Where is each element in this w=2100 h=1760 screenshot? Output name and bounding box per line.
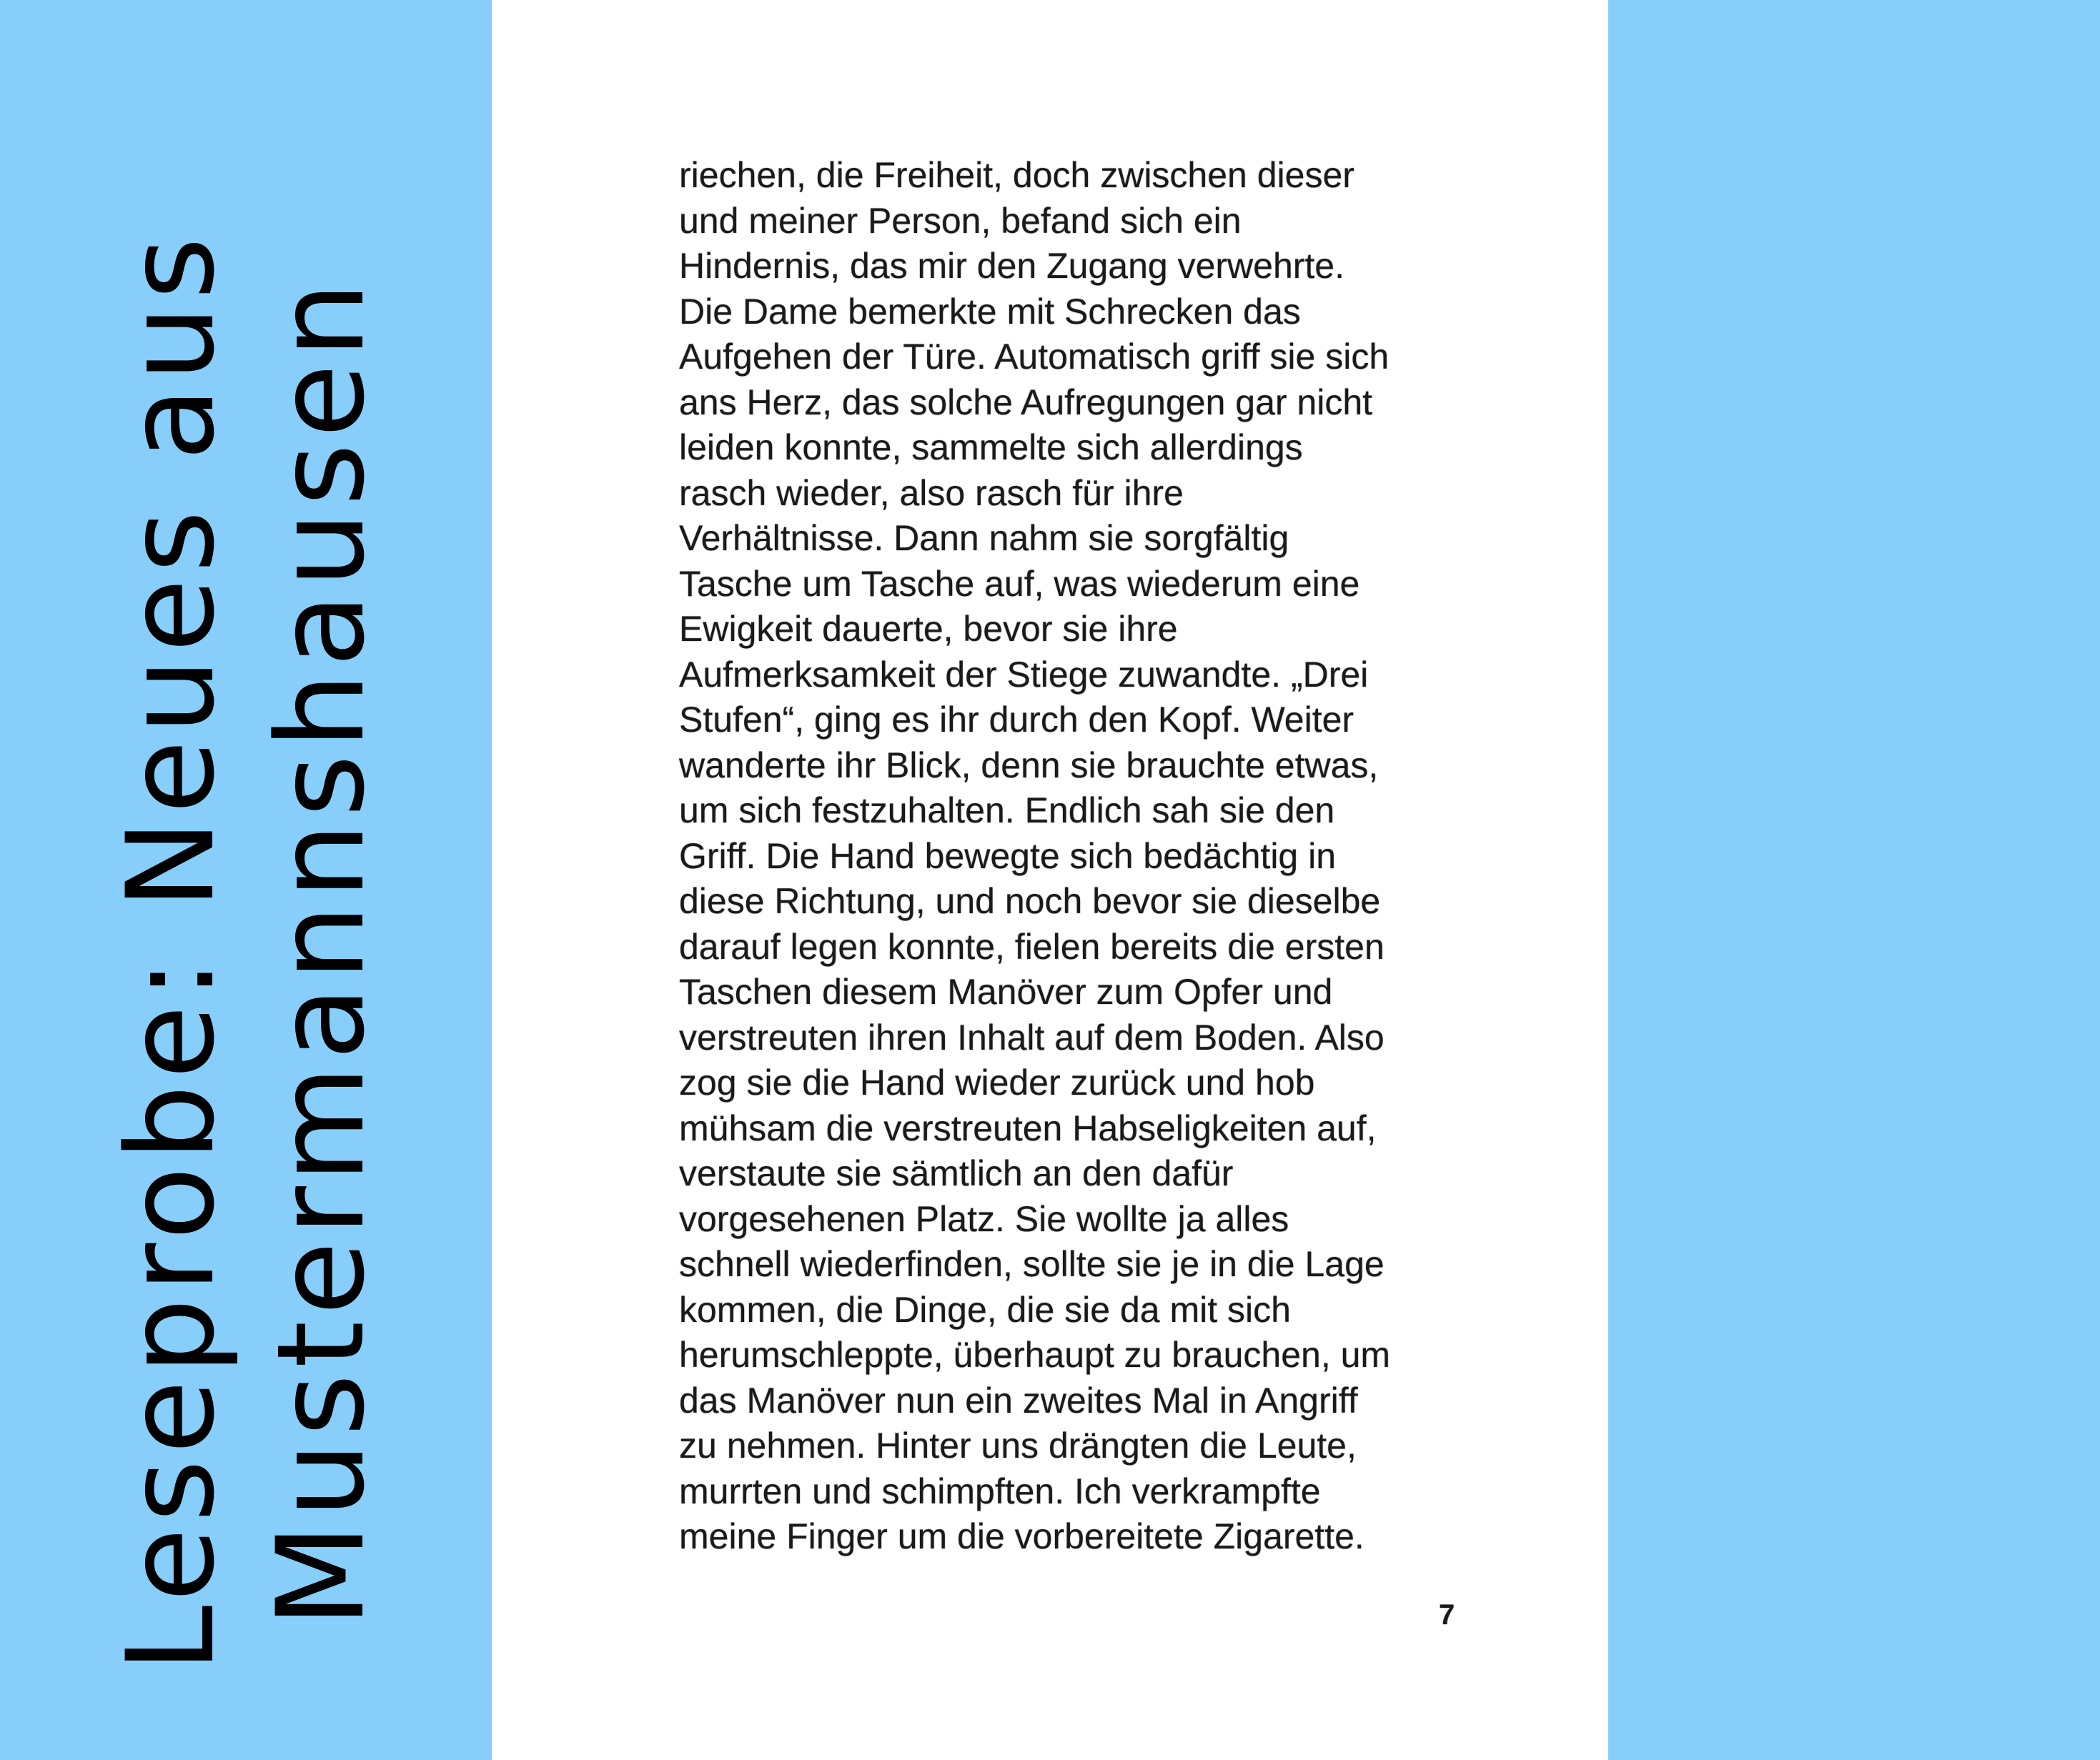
text-line: herumschleppte, überhaupt zu brauchen, um xyxy=(679,1335,1391,1375)
text-line: murrten und schimpften. Ich verkrampfte xyxy=(679,1471,1321,1511)
text-line: das Manöver nun ein zweites Mal in Angriff xyxy=(679,1380,1358,1421)
text-line: Tasche um Tasche auf, was wiederum eine xyxy=(679,563,1360,604)
text-line: darauf legen konnte, fielen bereits die ersten xyxy=(679,926,1385,967)
text-line: leiden konnte, sammelte sich allerdings xyxy=(679,427,1303,467)
page-text xyxy=(679,153,1494,1560)
text-line: verstaute sie sämtlich an den dafür xyxy=(679,1153,1234,1193)
title-line-1: Leseprobe: Neues aus xyxy=(101,231,241,1672)
text-line: um sich festzuhalten. Endlich sah sie den xyxy=(679,790,1335,830)
text-line: Griff. Die Hand bewegte sich bedächtig in xyxy=(679,835,1337,876)
text-line: wanderte ihr Blick, denn sie brauchte etwas, xyxy=(679,745,1379,785)
text-line: Aufgehen der Türe. Automatisch griff sie sich xyxy=(679,337,1390,377)
text-line: diese Richtung, und noch bevor sie dieselbe xyxy=(679,881,1381,921)
text-line: mühsam die verstreuten Habseligkeiten auf, xyxy=(679,1108,1377,1148)
text-line: Verhältnisse. Dann nahm sie sorgfältig xyxy=(679,518,1289,558)
title-line-2: Mustermannshausen xyxy=(251,276,391,1627)
text-line: Hindernis, das mir den Zugang verwehrte. xyxy=(679,246,1345,286)
text-line: Taschen diesem Manöver zum Opfer und xyxy=(679,972,1333,1012)
text-line: kommen, die Dinge, die sie da mit sich xyxy=(679,1289,1291,1330)
text-line: schnell wiederfinden, sollte sie je in die Lage xyxy=(679,1244,1385,1284)
vertical-title xyxy=(96,231,396,1671)
text-line: ans Herz, das solche Aufregungen gar nicht xyxy=(679,382,1373,422)
text-line: verstreuten ihren Inhalt auf dem Boden. Also xyxy=(679,1017,1385,1058)
text-line: riechen, die Freiheit, doch zwischen dieser xyxy=(679,155,1354,195)
text-line: Stufen“, ging es ihr durch den Kopf. Weiter xyxy=(679,700,1354,740)
left-band xyxy=(0,0,492,1760)
book-page xyxy=(492,0,1608,1760)
right-band xyxy=(1608,0,2100,1760)
page-number: 7 xyxy=(1439,1599,1455,1631)
text-line: rasch wieder, also rasch für ihre xyxy=(679,472,1184,513)
text-line: zog sie die Hand wieder zurück und hob xyxy=(679,1063,1315,1103)
text-line: Aufmerksamkeit der Stiege zuwandte. „Drei xyxy=(679,654,1369,695)
text-line: vorgesehenen Platz. Sie wollte ja alles xyxy=(679,1198,1289,1239)
text-line: und meiner Person, befand sich ein xyxy=(679,200,1242,241)
text-line: Ewigkeit dauerte, bevor sie ihre xyxy=(679,609,1178,649)
text-line: meine Finger um die vorbereitete Zigarette. xyxy=(679,1516,1364,1556)
text-line: zu nehmen. Hinter uns drängten die Leute, xyxy=(679,1426,1357,1466)
text-line: Die Dame bemerkte mit Schrecken das xyxy=(679,291,1301,332)
